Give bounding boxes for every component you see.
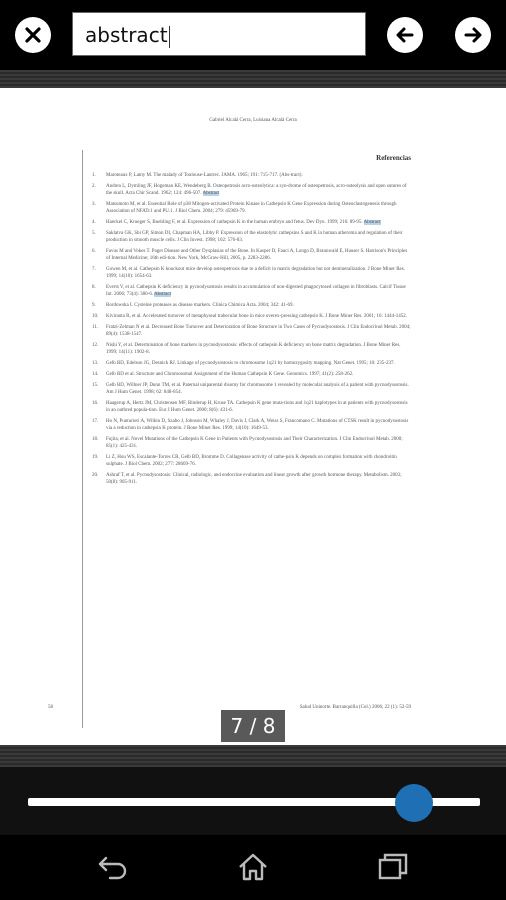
previous-result-button[interactable] bbox=[387, 17, 423, 53]
arrow-left-icon bbox=[393, 23, 417, 47]
search-input-value: abstract bbox=[85, 23, 168, 47]
reference-number: 7. bbox=[92, 267, 96, 272]
reference-text: Gelb BD et al. Structure and Chromosomal Assignment of the Human Cathepsin K Gene. Genomics. 1997; 41(2): 258-262. bbox=[106, 372, 354, 377]
reference-text: Kiviranta R, et al. Accelerated turnover of metaphyseal trabecular bone in mice overex-pressing cathepsin K. J Bone Miner Res. 2001; 16: 1444-1452. bbox=[106, 314, 408, 319]
reference-item bbox=[92, 201, 412, 215]
system-nav-bar bbox=[0, 835, 506, 900]
reference-item bbox=[92, 172, 412, 179]
search-match-highlight: Abstract bbox=[154, 292, 172, 297]
back-icon bbox=[96, 852, 130, 882]
reference-text: Ho N, Punturieri A, Wilkin D, Szabo J, Johnson M, Whaley J, Davis J, Clark A, Weiss S, Francomano C. Mutations of CTSK result in pycnodysostosis via a reduction in cathepsin K protein. J Bone Miner Res. 1999; 14(10): 1649-53. bbox=[106, 419, 409, 431]
page-content bbox=[0, 88, 506, 745]
search-match-highlight: Abstract bbox=[363, 220, 381, 225]
reference-item bbox=[92, 248, 412, 262]
reference-list bbox=[92, 172, 412, 490]
reference-number: 4. bbox=[92, 220, 96, 225]
text-caret bbox=[169, 26, 170, 48]
reference-number: 9. bbox=[92, 303, 96, 308]
reference-text: Li Z, Hou WS, Escalante-Torres CR, Gelb BD, Bromme D. Collagenase activity of cathe-psin K depends on complex formation with chondroitin sulphate. J Biol Chem. 2002; 277: 28669-76. bbox=[106, 455, 397, 467]
reference-item bbox=[92, 183, 412, 197]
reference-number: 1. bbox=[92, 173, 96, 178]
arrow-right-icon bbox=[461, 23, 485, 47]
reference-text: Haagerup A, Hertz JM, Christensen MF, Binderup H, Kruse TA. Cathepsin K gene muta-tions and 1q21 haplotypes in at patients with pycnodysostosis in an outbred popula-tion. Eur J Hum Genet. 2000; 8(6): 431-6. bbox=[106, 401, 408, 413]
reference-item bbox=[92, 342, 412, 356]
reference-item bbox=[92, 454, 412, 468]
reference-number: 6. bbox=[92, 249, 96, 254]
search-toolbar bbox=[0, 0, 506, 70]
reference-item bbox=[92, 360, 412, 367]
reference-number: 17. bbox=[92, 419, 99, 424]
home-button[interactable] bbox=[233, 849, 273, 885]
reference-number: 11. bbox=[92, 325, 99, 330]
reference-number: 2. bbox=[92, 184, 96, 189]
reference-item bbox=[92, 324, 412, 338]
bottom-divider bbox=[0, 745, 506, 767]
reference-text: Fratzl-Zelman N et al. Decreased Bone Turnover and Deterioration of Bone Structure in Two Cases of Pycnodysostosis. J Clin Endocrinol Metab. 2004; 89(4): 1538-1547. bbox=[106, 325, 411, 337]
reference-text: Everts V, et al. Cathepsin K deficiency in pycnodysostosis results in accumulation of non-digested phagocytosed collagen in fibroblasts. Calcif Tissue Int. 2006; 73(4): 380-6. bbox=[106, 285, 406, 297]
toolbar-divider bbox=[0, 70, 506, 88]
reference-item bbox=[92, 284, 412, 298]
reference-number: 5. bbox=[92, 231, 96, 236]
recents-icon bbox=[376, 852, 410, 882]
reference-number: 10. bbox=[92, 314, 99, 319]
reference-item bbox=[92, 371, 412, 378]
reference-text: Nishi Y, et al. Determination of bone markers in pycnodysostosis: effects of cathepsin K deficiency on bone matrix degradation. J Bone Miner Res. 1999; 14(11): 1902-8. bbox=[106, 343, 401, 355]
reference-text: Saklatva GK, Shi GP, Simon DI, Chapman HA, Libby P. Expression of the elastolytic cathepsins S and K in human atheroma and regulation of their production in smooth muscle cells. J Clin Invest. 1998; 102: 576-83. bbox=[106, 231, 403, 243]
reference-number: 18. bbox=[92, 437, 99, 442]
reference-item bbox=[92, 230, 412, 244]
reference-number: 8. bbox=[92, 285, 96, 290]
reference-text: Gelb BD, Edelson JG, Desnick RJ. Linkage of pycnodysostosis to chromosome 1q21 by homozygosity mapping. Nat Genet. 1995; 10: 235-237. bbox=[106, 361, 395, 366]
back-button[interactable] bbox=[93, 849, 133, 885]
reference-text: Andren L, Dymling JF, Hogeman KE, Wendeberg B. Osteopetrosis acro-osteolytica: a syn-drome of osteopetrosis, acro-osteolysis and open sutures of the skull. Acta Chir Scand. 1962; 124: 496-507. bbox=[106, 184, 407, 196]
reference-number: 16. bbox=[92, 401, 99, 406]
page-indicator: 7 / 8 bbox=[221, 710, 285, 742]
page-rule bbox=[82, 150, 83, 728]
reference-number: 15. bbox=[92, 383, 99, 388]
reference-number: 19. bbox=[92, 455, 99, 460]
reference-number: 14. bbox=[92, 372, 99, 377]
reference-item bbox=[92, 382, 412, 396]
reference-item bbox=[92, 219, 412, 226]
section-heading: Referencias bbox=[376, 154, 411, 162]
home-icon bbox=[236, 852, 270, 882]
pdf-page[interactable] bbox=[0, 88, 506, 745]
reference-number: 20. bbox=[92, 473, 99, 478]
reference-text: Bordowska I. Cysteine proteases as disease markers. Clinica Chimica Acta. 2004; 342: 41-69. bbox=[106, 303, 294, 308]
close-icon bbox=[21, 23, 45, 47]
reference-item bbox=[92, 472, 412, 486]
reference-number: 12. bbox=[92, 343, 99, 348]
reference-item bbox=[92, 302, 412, 309]
reference-text: Haeckel C, Krueger S, Buehling F, et al. Expression of cathepsin K in the human embryo and fetus. Dev Dyn. 1999; 216: 89-95. bbox=[106, 220, 364, 225]
reference-text: Maroteaux P, Lamy M. The malady of Toulouse-Lautrec. JAMA. 1965; 191: 715-717. (Abs-tract). bbox=[106, 173, 303, 178]
close-search-button[interactable] bbox=[15, 17, 51, 53]
reference-item bbox=[92, 436, 412, 450]
search-match-highlight: Abstract bbox=[202, 191, 220, 196]
journal-footer: Salud Uninorte. Barranquilla (Col.) 2006; 22 (1): 52-59 bbox=[299, 705, 411, 710]
page-slider-thumb[interactable] bbox=[395, 784, 433, 822]
reference-item bbox=[92, 418, 412, 432]
next-result-button[interactable] bbox=[455, 17, 491, 53]
reference-number: 3. bbox=[92, 202, 96, 207]
recent-apps-button[interactable] bbox=[373, 849, 413, 885]
reference-text: Matsumoto M, et al. Essential Role of p38 Mitogen-activated Protein Kinase in Cathepsin K Gene Expression during Osteoclastogenesis through Association of NFATc1 and PU.1. J Biol Chem. 2004; 279: 45969-79. bbox=[106, 202, 397, 214]
reference-text: Ashraf T, et al. Pycnodysostosis: Clinical, radiologic, and endocrine evaluation and linear growth after growth hormone therapy. Metabolism. 2003; 50(8): 905-911. bbox=[106, 473, 402, 485]
running-header: Gabriel Alcalá Cerra, Luisiana Alcalá Cerra bbox=[209, 118, 297, 123]
reference-text: Fujita, et al. Novel Mutations of the Cathepsin K Gene in Patients with Pycnodysostosis and Their Characterization. J Clin Endocrinol Metab. 2000; 85(1): 425-431. bbox=[106, 437, 403, 449]
reference-text: Gelb BD, Willner JP, Dunn TM, et al. Paternal uniparental disomy for chromosome 1 revealed by molecular analysis of a patient with pycnodysostosis. Am J Hum Genet. 1998; 62: 848-854. bbox=[106, 383, 409, 395]
reference-item bbox=[92, 400, 412, 414]
page-number: 58 bbox=[48, 705, 53, 710]
reference-number: 13. bbox=[92, 361, 99, 366]
search-input[interactable] bbox=[72, 12, 366, 56]
reference-text: Gowen M, et al. Cathepsin K knockout mice develop osteopetrosis due to a deficit in matrix degradation but not demineralization. J Bone Miner Res. 1999; 14(10): 1654-63. bbox=[106, 267, 405, 279]
reference-text: Favus M and Vokes T. Paget Disease and Other Dysplasias of the Bone. In Kasper D, Fauci A, Longo D, Braunwald E, Hauser S. Harrison's Principles of Internal Medicine; 16th edi-tion. New York, McGraw-Hill, 2005, p. 2283-2286. bbox=[106, 249, 408, 261]
reference-item bbox=[92, 313, 412, 320]
reference-item bbox=[92, 266, 412, 280]
